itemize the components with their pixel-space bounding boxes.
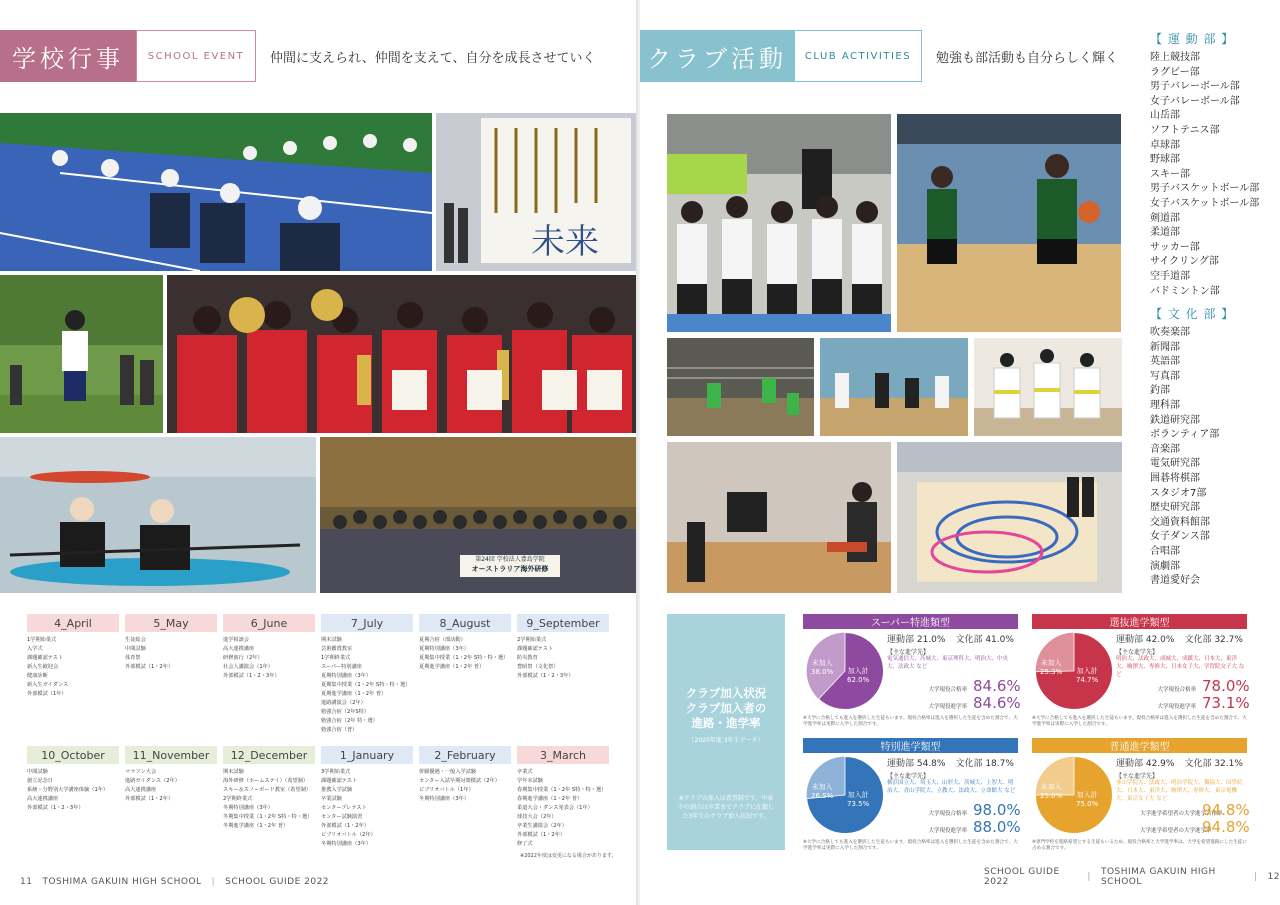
month-heading: 12_December bbox=[223, 746, 315, 764]
month-heading: 8_August bbox=[419, 614, 511, 632]
event-item: 防災教育 bbox=[517, 655, 538, 661]
event-item: ビブリオバトル（2年） bbox=[321, 832, 376, 838]
event-item: 芸術鑑賞教室 bbox=[321, 646, 353, 652]
month-heading: 7_July bbox=[321, 614, 413, 632]
month-event-list bbox=[27, 768, 119, 813]
event-item: 外部模試（1・2・3年） bbox=[517, 673, 574, 679]
event-item: 夏期集中授業（1・2年 S特・特・選） bbox=[419, 655, 509, 661]
join-label: 加入計 62.0% bbox=[847, 667, 870, 684]
event-item: 体育祭 bbox=[125, 655, 141, 661]
pass-rate: 大学進学希望者の大学進学合格率 94.8% bbox=[1140, 801, 1250, 819]
university-heading: 【主な進学先】 bbox=[887, 773, 930, 780]
club-split: 運動部 54.8% 文化部 18.7% bbox=[887, 759, 1014, 769]
club-list bbox=[1150, 28, 1270, 589]
school-event-header bbox=[0, 30, 596, 82]
photo-railway bbox=[897, 442, 1122, 593]
event-item: 夏期集中授業（1・2年 S特・特・選） bbox=[321, 682, 411, 688]
club-item: 釣部 bbox=[1150, 385, 1170, 397]
footer-guide: SCHOOL GUIDE 2022 bbox=[225, 877, 330, 887]
event-item: 併願優遇・一般入学試験 bbox=[419, 769, 477, 775]
month-heading: 5_May bbox=[125, 614, 217, 632]
event-item: 健康診断 bbox=[27, 673, 48, 679]
club-item: サッカー部 bbox=[1150, 241, 1200, 253]
event-item: 創立記念日 bbox=[27, 778, 53, 784]
club-stats-panel bbox=[667, 614, 785, 850]
card-note: ※大学に合格しても進入を選択した生徒もいます。現役合格率は進入を選択した生徒を含めた割合で、大学進学率は実際に入学した割合です。 bbox=[803, 716, 1018, 727]
event-item: 外部模試（1・2・3年） bbox=[223, 673, 280, 679]
right-page bbox=[640, 0, 1280, 905]
event-item: 勉強合宿（普） bbox=[321, 727, 358, 733]
course-card bbox=[1032, 614, 1250, 727]
month-3-march bbox=[517, 746, 609, 849]
month-4-april bbox=[27, 614, 119, 699]
club-split: 運動部 42.9% 文化部 32.1% bbox=[1116, 759, 1243, 769]
event-item: 1学期終業式 bbox=[321, 655, 351, 661]
enrollment-rate: 大学現役進学率 84.6% bbox=[928, 694, 1021, 712]
month-11-november bbox=[125, 746, 217, 804]
calendar-note: ※2022年度は変更になる場合があります。 bbox=[520, 853, 617, 859]
photo-relay bbox=[0, 275, 163, 433]
event-item: 夏期特別講座（3年） bbox=[321, 673, 371, 679]
event-item: 研修旅行（2年） bbox=[223, 655, 263, 661]
month-7-july bbox=[321, 614, 413, 735]
club-header bbox=[640, 30, 1118, 82]
stats-subtitle: （2020年度 3年生データ） bbox=[688, 737, 764, 744]
event-item: 外部模試（1・2年） bbox=[321, 823, 370, 829]
university-heading: 【主な進学先】 bbox=[1116, 773, 1159, 780]
month-event-list bbox=[223, 768, 315, 831]
month-6-june bbox=[223, 614, 315, 681]
club-item: 山岳部 bbox=[1150, 110, 1180, 122]
trip-banner-line2: オーストラリア海外研修 bbox=[471, 565, 549, 573]
month-event-list bbox=[419, 636, 511, 672]
join-label: 加入計 75.0% bbox=[1076, 791, 1099, 808]
event-item: 3学期始業式 bbox=[321, 769, 351, 775]
photo-tug-of-war bbox=[0, 113, 432, 271]
non-member-label: 未加入 25.3% bbox=[1040, 659, 1063, 676]
month-8-august bbox=[419, 614, 511, 672]
event-item: 夏期進学講座（1・2年 普） bbox=[321, 691, 387, 697]
section-copy: 仲間に支えられ、仲間を支えて、自分を成長させていく bbox=[270, 50, 596, 66]
event-item: 1学期始業式 bbox=[27, 637, 57, 643]
event-item: 夏期合宿（部活動） bbox=[419, 637, 466, 643]
join-label: 加入計 73.5% bbox=[847, 791, 870, 808]
month-9-september bbox=[517, 614, 609, 681]
photo-band bbox=[667, 442, 891, 593]
event-item: ビブリオバトル（1年） bbox=[419, 787, 474, 793]
footer-guide: SCHOOL GUIDE 2022 bbox=[984, 867, 1060, 887]
event-item: スーパー特別講座 bbox=[321, 664, 362, 670]
event-item: 外部模試（1・2年） bbox=[517, 832, 566, 838]
club-item: 合唱部 bbox=[1150, 546, 1180, 557]
page-number: 12 bbox=[1267, 872, 1280, 882]
university-heading: 【主な進学先】 bbox=[1116, 649, 1159, 656]
event-item: 修了式 bbox=[517, 841, 533, 847]
club-item: 理科部 bbox=[1150, 400, 1180, 412]
photo-dance bbox=[667, 114, 891, 332]
event-item: 豊昭祭（文化祭） bbox=[517, 664, 559, 670]
section-title: 学校行事 bbox=[0, 30, 136, 82]
event-item: 外部模試（1・2年） bbox=[125, 796, 174, 802]
event-item: スキー＆スノーボード教室（希望制） bbox=[223, 787, 312, 793]
event-item: 新入生歓迎会 bbox=[27, 664, 59, 670]
club-item: ソフトテニス部 bbox=[1150, 124, 1220, 136]
poster-text: 未来 bbox=[531, 222, 599, 262]
event-item: 期末試験 bbox=[223, 769, 244, 775]
event-item: 冬期集中授業（1・2年 S特・特・選） bbox=[223, 814, 313, 820]
month-event-list bbox=[517, 636, 609, 681]
month-heading: 6_June bbox=[223, 614, 315, 632]
event-item: 冬期特別講座（3年） bbox=[321, 841, 371, 847]
photo-basketball bbox=[897, 114, 1121, 332]
event-item: 高大連携講座 bbox=[27, 796, 59, 802]
month-event-list bbox=[321, 768, 413, 849]
footer-school: TOSHIMA GAKUIN HIGH SCHOOL bbox=[1100, 867, 1216, 887]
event-item: 2学期始業式 bbox=[517, 637, 547, 643]
month-event-list bbox=[517, 768, 609, 849]
event-item: 系統・分野別大学講座体験（1年） bbox=[27, 787, 109, 793]
month-1-january bbox=[321, 746, 413, 849]
month-event-list bbox=[419, 768, 511, 804]
photo-calligraphy bbox=[436, 113, 636, 271]
club-item: スタジオ7部 bbox=[1150, 487, 1207, 499]
course-title: 選抜進学類型 bbox=[1032, 614, 1247, 629]
event-item: 柔道大会・ダンス発表会（1年） bbox=[517, 805, 593, 811]
club-split: 運動部 21.0% 文化部 41.0% bbox=[887, 635, 1014, 645]
photo-girls-basketball bbox=[820, 338, 968, 436]
event-item: 冬期進学講座（1・2年 普） bbox=[223, 823, 289, 829]
page-number: 11 bbox=[20, 877, 33, 887]
event-item: 社会人講演会（1年） bbox=[223, 664, 273, 670]
club-item: 剣道部 bbox=[1150, 212, 1180, 224]
pass-rate: 大学現役合格率 98.0% bbox=[928, 801, 1021, 819]
join-label: 加入計 74.7% bbox=[1076, 667, 1099, 684]
club-item: 女子ダンス部 bbox=[1150, 531, 1210, 543]
club-item: 写真部 bbox=[1150, 370, 1180, 382]
month-heading: 3_March bbox=[517, 746, 609, 764]
month-heading: 11_November bbox=[125, 746, 217, 764]
culture-clubs-heading: 【 文 化 部 】 bbox=[1150, 307, 1235, 322]
stats-note: ※クラブの加入は希望制です。中表中の割合は卒業までクラブに在籍した3年生のクラブ加入状況です。 bbox=[677, 795, 774, 820]
month-event-list bbox=[321, 636, 413, 735]
club-item: 男子バレーボール部 bbox=[1150, 81, 1240, 93]
event-item: 春期進学講座（1・2年 普） bbox=[517, 796, 583, 802]
right-footer: SCHOOL GUIDE 2022 | TOSHIMA GAKUIN HIGH SCHOOL | 12 bbox=[984, 867, 1280, 887]
university-list: 電気通信大、茨城大、東京理科大、明治大、中央大、法政大 など bbox=[887, 656, 1009, 670]
pass-rate: 大学現役合格率 84.6% bbox=[928, 677, 1021, 695]
course-title: スーパー特進類型 bbox=[803, 614, 1018, 629]
club-item: 囲碁将棋部 bbox=[1150, 473, 1200, 485]
footer-school: TOSHIMA GAKUIN HIGH SCHOOL bbox=[42, 877, 202, 887]
section-en-label: SCHOOL EVENT bbox=[136, 30, 256, 82]
club-item: 書道愛好会 bbox=[1150, 575, 1200, 587]
club-item: 女子バスケットボール部 bbox=[1150, 197, 1260, 209]
event-item: 学年末試験 bbox=[517, 778, 543, 784]
club-item: 電気研究部 bbox=[1150, 458, 1200, 470]
club-item: 陸上競技部 bbox=[1150, 52, 1200, 63]
event-item: 中間試験 bbox=[27, 769, 48, 775]
month-heading: 2_February bbox=[419, 746, 511, 764]
month-2-february bbox=[419, 746, 511, 804]
event-item: 進路ガイダンス（2年） bbox=[125, 778, 180, 784]
culture-club-list bbox=[1150, 326, 1270, 589]
club-item: 卓球部 bbox=[1150, 139, 1180, 151]
event-item: 夏期特別講座（3年） bbox=[419, 646, 469, 652]
course-card bbox=[803, 614, 1021, 727]
card-note: ※大学に合格しても進入を選択した生徒もいます。現役合格率は進入を選択した生徒を含めた割合で、大学進学率は実際に入学した割合です。 bbox=[1032, 716, 1247, 727]
course-title: 特別進学類型 bbox=[803, 738, 1018, 753]
month-heading: 4_April bbox=[27, 614, 119, 632]
club-item: 演劇部 bbox=[1150, 560, 1180, 572]
section-en-label: CLUB ACTIVITIES bbox=[794, 30, 922, 82]
event-item: 中間試験 bbox=[125, 646, 146, 652]
card-note: ※専門学校を進路希望とする生徒もいるため、現役合格率と大学進学率は、大学を希望進路にした生徒に占める割合です。 bbox=[1032, 840, 1247, 851]
university-heading: 【主な進学先】 bbox=[887, 649, 930, 656]
university-list: 亜山学院大、法政大、明治学院大、獨協大、国學院大、日本大、東洋大、駒澤大、専修大、東京電機大、東京女子大 など bbox=[1116, 780, 1243, 802]
event-item: 勉強合宿（2年S特） bbox=[321, 709, 370, 715]
club-item: スキー部 bbox=[1150, 168, 1190, 180]
event-item: 冬期特別講座（3年） bbox=[223, 805, 273, 811]
club-item: 交通資料館部 bbox=[1150, 516, 1210, 528]
photo-karate bbox=[974, 338, 1122, 436]
enrollment-rate: 大学進学希望者の大学進学率 94.8% bbox=[1140, 818, 1250, 836]
month-event-list bbox=[27, 636, 119, 699]
event-item: 推薦入学試験 bbox=[321, 787, 353, 793]
section-title: クラブ活動 bbox=[640, 30, 794, 82]
club-item: バドミントン部 bbox=[1150, 285, 1220, 297]
club-item: 女子バレーボール部 bbox=[1150, 95, 1240, 107]
non-member-label: 未加入 25.0% bbox=[1040, 783, 1063, 800]
month-heading: 1_January bbox=[321, 746, 413, 764]
photo-brass-band bbox=[167, 275, 636, 433]
event-item: 進学相談会 bbox=[223, 637, 249, 643]
stats-title-2: クラブ加入者の bbox=[685, 701, 767, 715]
course-card bbox=[1032, 738, 1250, 851]
event-item: 進路講演会（2年） bbox=[321, 700, 366, 706]
event-item: 生徒総会 bbox=[125, 637, 146, 643]
club-item: 鉄道研究部 bbox=[1150, 414, 1200, 426]
event-item: 高大連携講座 bbox=[125, 787, 157, 793]
section-copy: 勉強も部活動も自分らしく輝く bbox=[936, 50, 1119, 66]
club-item: 音楽部 bbox=[1150, 443, 1180, 455]
event-item: 期末試験 bbox=[321, 637, 342, 643]
non-member-label: 未加入 38.0% bbox=[811, 659, 834, 676]
event-item: 高大連携講座 bbox=[223, 646, 255, 652]
month-12-december bbox=[223, 746, 315, 831]
event-item: 勉強合宿（2年 特・選） bbox=[321, 718, 378, 724]
event-item: マラソン大会 bbox=[125, 769, 157, 775]
club-item: ラグビー部 bbox=[1150, 66, 1200, 78]
month-5-may bbox=[125, 614, 217, 672]
event-item: 課題確認テスト bbox=[27, 655, 64, 661]
event-item: 新入生ガイダンス bbox=[27, 682, 69, 688]
event-item: 入学式 bbox=[27, 646, 43, 652]
course-card bbox=[803, 738, 1021, 851]
non-member-label: 未加入 26.5% bbox=[811, 783, 834, 800]
month-10-october bbox=[27, 746, 119, 813]
pass-rate: 大学現役合格率 78.0% bbox=[1157, 677, 1250, 695]
card-note: ※大学に合格しても進入を選択した生徒もいます。現役合格率は進入を選択した生徒を含めた割合で、大学進学率は実際に入学した割合です。 bbox=[803, 840, 1018, 851]
club-item: サイクリング部 bbox=[1150, 256, 1219, 268]
left-page bbox=[0, 0, 638, 905]
event-item: 課題確認テスト bbox=[517, 646, 554, 652]
enrollment-rate: 大学現役進学率 73.1% bbox=[1157, 694, 1250, 712]
club-item: 英語部 bbox=[1150, 356, 1180, 368]
club-item: 空手道部 bbox=[1150, 270, 1190, 282]
event-item: 外部模試（1・2・3年） bbox=[27, 805, 84, 811]
event-item: センター試験演習 bbox=[321, 814, 363, 820]
sports-clubs-heading: 【 運 動 部 】 bbox=[1150, 32, 1235, 46]
club-item: ボランティア部 bbox=[1150, 429, 1220, 441]
month-event-list bbox=[125, 768, 217, 804]
event-item: 外部模試（1年） bbox=[27, 691, 67, 697]
event-item: 卒業式 bbox=[517, 769, 533, 775]
event-item: 球技大会（2年） bbox=[517, 814, 557, 820]
event-item: 卒業試験 bbox=[321, 796, 342, 802]
club-split: 運動部 42.0% 文化部 32.7% bbox=[1116, 635, 1243, 645]
course-title: 普通進学類型 bbox=[1032, 738, 1247, 753]
stats-title-3: 進路・進学率 bbox=[691, 716, 761, 730]
event-item: センター入試早期対策模試（2年） bbox=[419, 778, 500, 784]
club-item: 歴史研究部 bbox=[1150, 502, 1200, 514]
club-item: 男子バスケットボール部 bbox=[1150, 183, 1260, 195]
university-list: 明治大、法政大、成城大、成蹊大、日本大、東洋大、駒澤大、専修大、日本女子大、学習院女子大 など bbox=[1116, 656, 1245, 678]
club-item: 新聞部 bbox=[1150, 341, 1180, 353]
trip-banner-line1: 第24回 学校法人豊島学院 bbox=[475, 556, 545, 563]
stats-title-1: クラブ加入状況 bbox=[685, 686, 767, 700]
month-heading: 10_October bbox=[27, 746, 119, 764]
month-event-list bbox=[125, 636, 217, 672]
event-item: 春期集中授業（1・2年 S特・特・選） bbox=[517, 787, 607, 793]
university-list: 横浜国立大、埼玉大、山形大、茨城大、上智大、明治大、青山学院大、立教大、法政大、立命館大 など bbox=[887, 780, 1016, 794]
event-item: 課題確認テスト bbox=[321, 778, 358, 784]
photo-kayak bbox=[0, 437, 316, 593]
left-footer: 11 TOSHIMA GAKUIN HIGH SCHOOL | SCHOOL GUIDE 2022 bbox=[20, 877, 330, 887]
event-item: 2学期終業式 bbox=[223, 796, 253, 802]
sports-club-list bbox=[1150, 51, 1270, 299]
event-item: 外部模試（1・2年） bbox=[125, 664, 174, 670]
club-item: 吹奏楽部 bbox=[1150, 327, 1190, 339]
event-item: 卒業生講演会（2年） bbox=[517, 823, 567, 829]
month-heading: 9_September bbox=[517, 614, 609, 632]
event-item: センタープレテスト bbox=[321, 805, 367, 811]
photo-overseas-trip bbox=[320, 437, 636, 593]
enrollment-rate: 大学現役進学率 88.0% bbox=[928, 818, 1021, 836]
photo-volleyball bbox=[667, 338, 814, 436]
event-item: 海外研修（ホームステイ）（希望制） bbox=[223, 778, 309, 784]
event-item: 冬期特別講座（3年） bbox=[419, 796, 469, 802]
event-item: 夏期進学講座（1・2年 普） bbox=[419, 664, 485, 670]
club-item: 柔道部 bbox=[1150, 227, 1180, 239]
month-event-list bbox=[223, 636, 315, 681]
club-item: 野球部 bbox=[1150, 154, 1180, 166]
